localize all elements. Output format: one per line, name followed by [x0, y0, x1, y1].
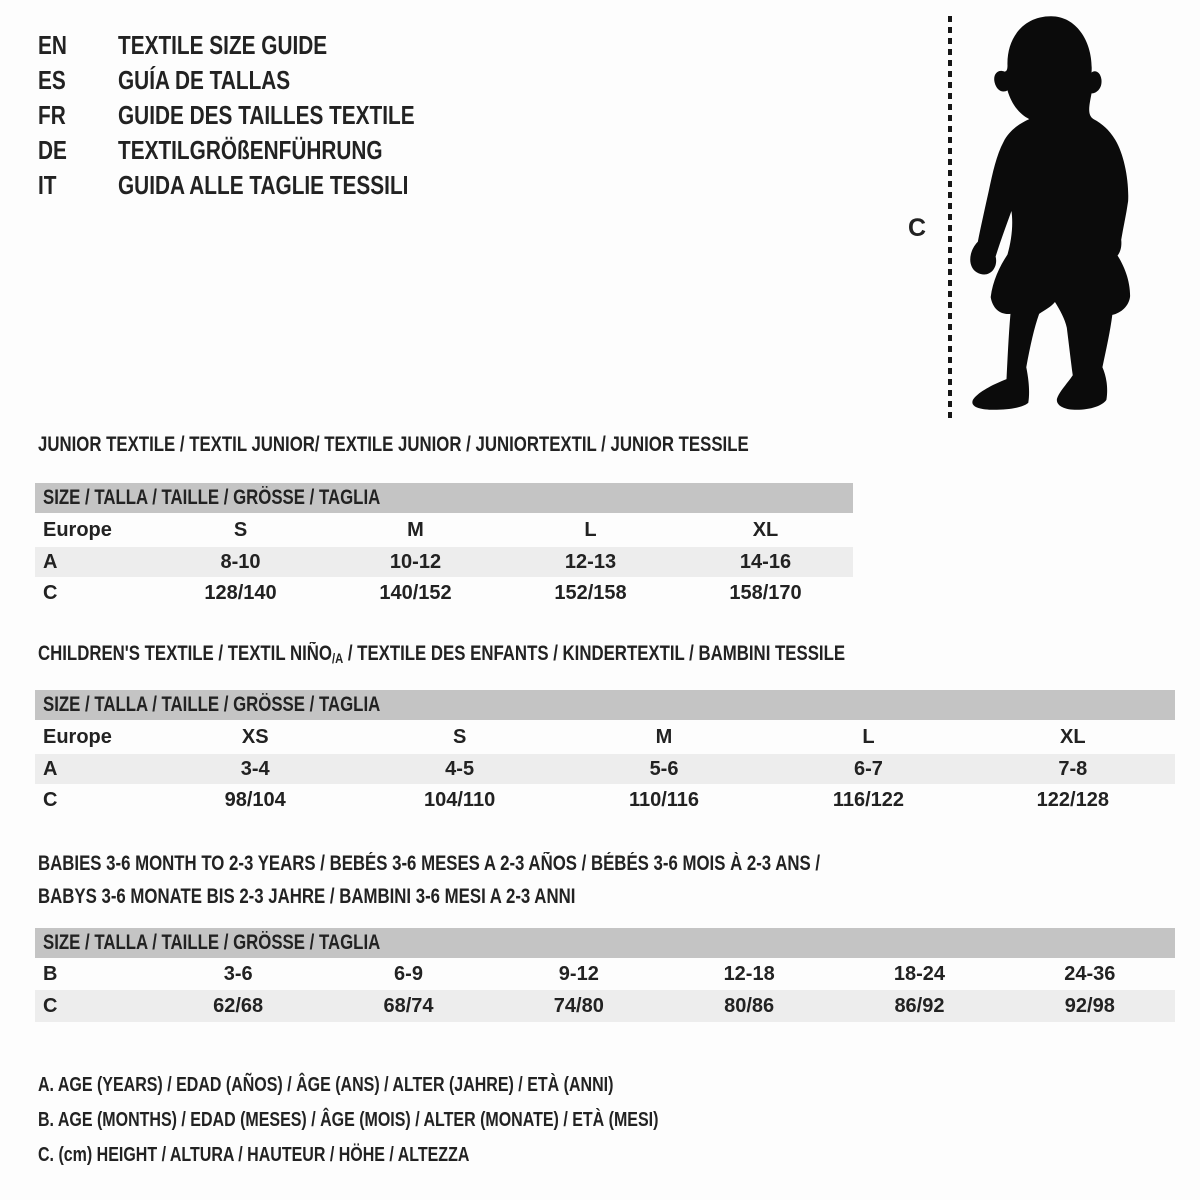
- value-cell: 5-6: [649, 757, 679, 780]
- lang-code: IT: [38, 170, 57, 200]
- children-title-sub: /A: [331, 650, 344, 666]
- row-label: C: [43, 994, 58, 1017]
- page-title-es: GUÍA DE TALLAS: [118, 65, 291, 95]
- legend-line-c: C. (cm) HEIGHT / ALTURA / HAUTEUR / HÖHE / ALTEZZA: [38, 1144, 470, 1166]
- children-age-row: [35, 754, 1175, 784]
- value-cell: 140/152: [379, 581, 452, 604]
- size-cell: S: [452, 725, 467, 748]
- value-cell: 4-5: [445, 757, 475, 780]
- children-title-post: / TEXTILE DES ENFANTS / KINDERTEXTIL / BAMBINI TESSILE: [343, 642, 846, 665]
- toddler-silhouette-path: [970, 16, 1130, 410]
- junior-size-table: [35, 483, 853, 609]
- junior-age-row: [35, 547, 853, 577]
- size-cell: M: [407, 518, 424, 541]
- row-label: A: [43, 757, 58, 780]
- value-cell: 62/68: [213, 994, 264, 1017]
- value-cell: 14-16: [739, 550, 792, 573]
- row-label: Europe: [43, 725, 112, 748]
- height-measure-line: [948, 16, 952, 418]
- junior-height-row: [35, 577, 853, 609]
- measurement-legend: [38, 1068, 814, 1173]
- size-cell: XS: [241, 725, 269, 748]
- value-cell: 9-12: [558, 962, 599, 985]
- value-cell: 80/86: [724, 994, 775, 1017]
- children-title-pre: CHILDREN'S TEXTILE / TEXTIL NIÑO: [38, 642, 332, 665]
- lang-code: EN: [38, 30, 67, 60]
- junior-europe-row: [35, 513, 853, 547]
- value-cell: 6-7: [853, 757, 883, 780]
- size-cell: S: [233, 518, 248, 541]
- language-title-block: [38, 28, 509, 203]
- children-size-table: [35, 690, 1175, 816]
- babies-section-title: [38, 847, 820, 913]
- value-cell: 10-12: [389, 550, 442, 573]
- children-section-title: [38, 642, 845, 666]
- height-measure-label: C: [908, 214, 927, 242]
- value-cell: 74/80: [553, 994, 604, 1017]
- value-cell: 122/128: [1036, 788, 1109, 811]
- lang-row-es: [38, 63, 415, 98]
- legend-line-b: B. AGE (MONTHS) / EDAD (MESES) / ÂGE (MOIS) / ALTER (MONATE) / ETÀ (MESI): [38, 1109, 659, 1131]
- row-label: A: [43, 550, 58, 573]
- lang-row-de: [38, 133, 415, 168]
- value-cell: 86/92: [894, 994, 945, 1017]
- babies-title-line-1: BABIES 3-6 MONTH TO 2-3 YEARS / BEBÉS 3-6 MESES A 2-3 AÑOS / BÉBÉS 3-6 MOIS À 2-3 ANS /: [38, 852, 821, 875]
- children-height-row: [35, 784, 1175, 816]
- row-label: Europe: [43, 518, 112, 541]
- value-cell: 110/116: [628, 788, 700, 811]
- page-title-en: TEXTILE SIZE GUIDE: [118, 30, 328, 60]
- value-cell: 116/122: [832, 788, 905, 811]
- row-label: C: [43, 581, 58, 604]
- legend-line-a: A. AGE (YEARS) / EDAD (AÑOS) / ÂGE (ANS) / ALTER (JAHRE) / ETÀ (ANNI): [38, 1074, 614, 1096]
- value-cell: 98/104: [224, 788, 286, 811]
- lang-code: FR: [38, 100, 66, 130]
- page-title-it: GUIDA ALLE TAGLIE TESSILI: [118, 170, 409, 200]
- value-cell: 18-24: [893, 962, 946, 985]
- size-cell: M: [655, 725, 673, 748]
- value-cell: 68/74: [383, 994, 434, 1017]
- value-cell: 12-13: [564, 550, 617, 573]
- value-cell: 158/170: [729, 581, 802, 604]
- size-cell: XL: [752, 518, 779, 541]
- babies-size-table: [35, 928, 1175, 1022]
- children-size-header-bar: [35, 690, 1175, 720]
- junior-section-title: JUNIOR TEXTILE / TEXTIL JUNIOR/ TEXTILE JUNIOR / JUNIORTEXTIL / JUNIOR TESSILE: [38, 433, 749, 456]
- row-label: B: [43, 962, 58, 985]
- lang-row-fr: [38, 98, 415, 133]
- children-europe-row: [35, 720, 1175, 754]
- lang-row-it: [38, 168, 415, 203]
- size-header-label: SIZE / TALLA / TAILLE / GRÖSSE / TAGLIA: [43, 693, 381, 716]
- toddler-silhouette-icon: [962, 12, 1140, 418]
- junior-size-header-bar: [35, 483, 853, 513]
- value-cell: 152/158: [554, 581, 627, 604]
- size-cell: L: [862, 725, 875, 748]
- lang-row-en: [38, 28, 415, 63]
- value-cell: 104/110: [424, 788, 496, 811]
- value-cell: 92/98: [1064, 994, 1115, 1017]
- value-cell: 12-18: [723, 962, 775, 985]
- size-cell: XL: [1060, 725, 1086, 748]
- page-title-fr: GUIDE DES TAILLES TEXTILE: [118, 100, 415, 130]
- lang-code: DE: [38, 135, 67, 165]
- size-cell: L: [584, 518, 597, 541]
- size-header-label: SIZE / TALLA / TAILLE / GRÖSSE / TAGLIA: [43, 931, 381, 954]
- page-title-de: TEXTILGRÖßENFÜHRUNG: [118, 135, 383, 165]
- value-cell: 24-36: [1064, 962, 1116, 985]
- babies-size-header-bar: [35, 928, 1175, 958]
- babies-height-row: [35, 990, 1175, 1022]
- value-cell: 3-4: [240, 757, 270, 780]
- row-label: C: [43, 788, 58, 811]
- babies-title-line-2: BABYS 3-6 MONATE BIS 2-3 JAHRE / BAMBINI 3-6 MESI A 2-3 ANNI: [38, 885, 576, 908]
- value-cell: 3-6: [223, 962, 253, 985]
- value-cell: 128/140: [204, 581, 277, 604]
- lang-code: ES: [38, 65, 66, 95]
- babies-months-row: [35, 958, 1175, 990]
- value-cell: 6-9: [394, 962, 423, 985]
- value-cell: 7-8: [1058, 757, 1088, 780]
- value-cell: 8-10: [220, 550, 261, 573]
- size-header-label: SIZE / TALLA / TAILLE / GRÖSSE / TAGLIA: [43, 486, 381, 509]
